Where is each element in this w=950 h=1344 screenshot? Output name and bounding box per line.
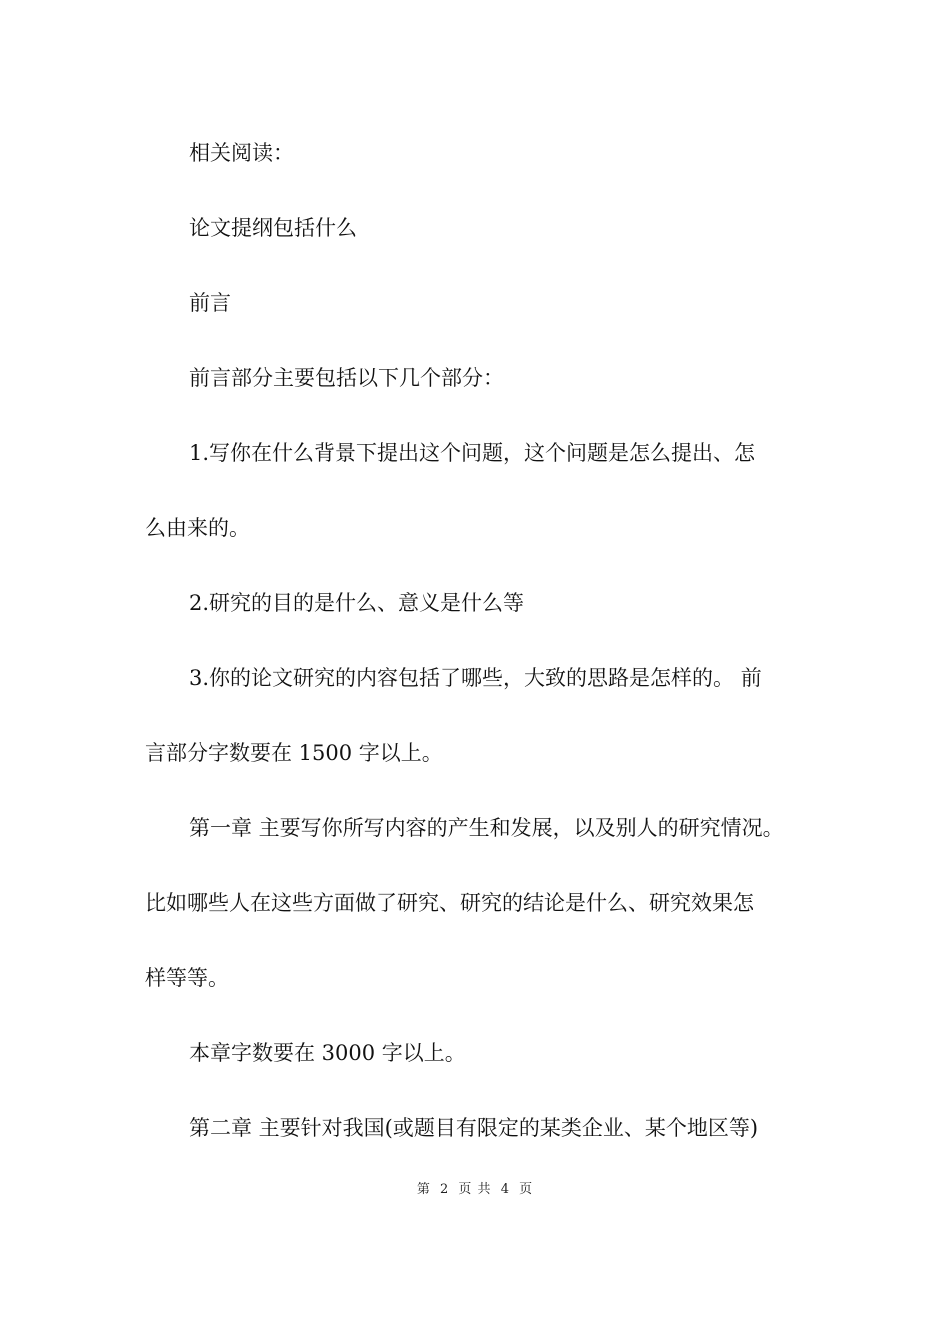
footer-prefix: 第 xyxy=(416,1182,431,1197)
paragraph-chapter-1-wordcount: 本章字数要在 3000 字以上。 xyxy=(189,1041,466,1065)
paragraph-item-3-line-2: 言部分字数要在 1500 字以上。 xyxy=(145,741,443,765)
footer-total-pages: 4 xyxy=(500,1182,510,1197)
paragraph-item-1-line-1: 1.写你在什么背景下提出这个问题，这个问题是怎么提出、怎 xyxy=(189,441,756,465)
paragraph-chapter-1-line-1: 第一章 主要写你所写内容的产生和发展，以及别人的研究情况。 xyxy=(189,816,784,840)
paragraph-chapter-1-line-3: 样等等。 xyxy=(145,966,229,990)
paragraph-preface-intro: 前言部分主要包括以下几个部分： xyxy=(189,366,504,390)
page-footer xyxy=(0,1181,950,1199)
paragraph-preface-heading: 前言 xyxy=(189,291,231,315)
paragraph-related-reading: 相关阅读： xyxy=(189,141,294,165)
footer-middle: 页 共 xyxy=(458,1182,492,1197)
paragraph-item-3-line-1: 3.你的论文研究的内容包括了哪些，大致的思路是怎样的。 前 xyxy=(189,666,762,690)
paragraph-outline-title: 论文提纲包括什么 xyxy=(189,216,357,240)
paragraph-item-2: 2.研究的目的是什么、意义是什么等 xyxy=(189,591,525,615)
paragraph-item-1-line-2: 么由来的。 xyxy=(145,516,250,540)
footer-suffix: 页 xyxy=(519,1182,534,1197)
paragraph-chapter-2-line-1: 第二章 主要针对我国(或题目有限定的某类企业、某个地区等) xyxy=(189,1116,759,1140)
paragraph-chapter-1-line-2: 比如哪些人在这些方面做了研究、研究的结论是什么、研究效果怎 xyxy=(145,891,754,915)
footer-current-page: 2 xyxy=(440,1182,450,1197)
